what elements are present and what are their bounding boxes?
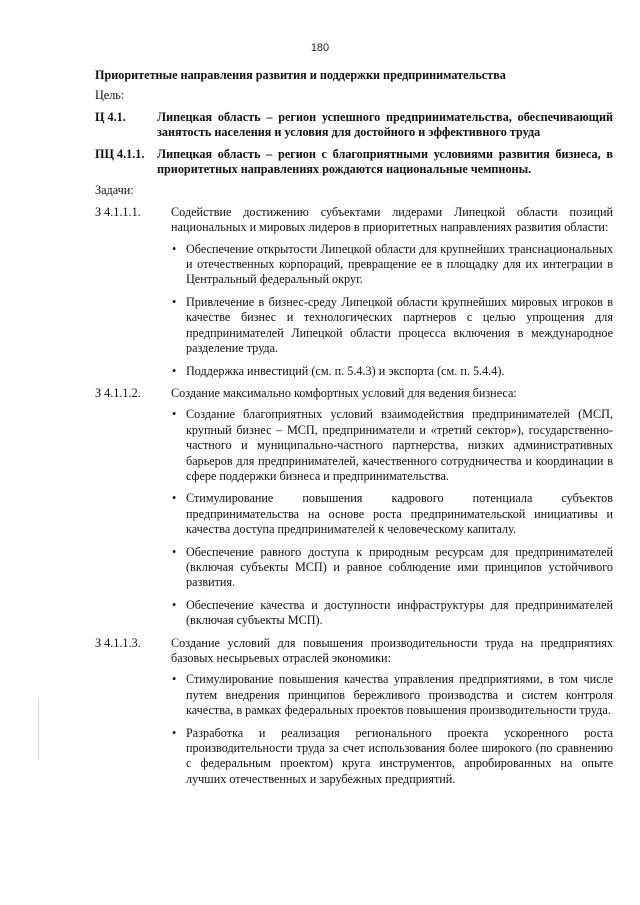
bullet-item: • Обеспечение равного доступа к природным ресурсам для предпринимателей (включая субъекты МСП) и равное соблюдение ими принципов устойчивого развития. bbox=[171, 545, 613, 591]
task-code: З 4.1.1.1. bbox=[95, 204, 141, 219]
task-bullet-list bbox=[171, 407, 613, 628]
goal-code: Ц 4.1. bbox=[95, 109, 126, 124]
bullet-item: • Поддержка инвестиций (см. п. 5.4.3) и экспорта (см. п. 5.4.4). bbox=[171, 364, 613, 379]
task-text: Создание условий для повышения производительности труда на предприятиях базовых несырьевых отраслей экономики: bbox=[171, 635, 613, 665]
bullet-item: • Разработка и реализация регионального проекта ускоренного роста производительности труда за счет использования более широкого (по сравнению с федеральным проектом) круга инструментов, апробированных на опыте лучших отечественных и зарубежных предприятий. bbox=[171, 726, 613, 788]
bullet-item: • Стимулирование повышения кадрового потенциала субъектов предпринимательства на основе роста предпринимательской инициативы и качества доступа предпринимателей к человеческому капиталу. bbox=[171, 491, 613, 537]
task-row bbox=[95, 636, 613, 667]
page-number: 180 bbox=[310, 42, 330, 54]
task-bullet-list bbox=[171, 672, 613, 787]
task-item bbox=[95, 636, 613, 788]
bullet-item: • Создание благоприятных условий взаимодействия предпринимателей (МСП, крупный бизнес – МСП, предприниматели и «третий сектор»), государственно-частного и муниципально-частного партнерства, низких административных барьеров для предпринимателей, качественного сотрудничества и координации в сфере поддержки бизнеса и предпринимательства. bbox=[171, 407, 613, 484]
subgoal-text: Липецкая область – регион с благоприятными условиями развития бизнеса, в приоритетных направлениях рождаются национальные чемпионы. bbox=[157, 146, 613, 177]
tasks-label: Задачи: bbox=[95, 183, 134, 198]
goal-row bbox=[95, 110, 613, 141]
bullet-item: • Привлечение в бизнес-среду Липецкой области крупнейших мировых игроков в качестве бизнес и технологических партнеров с целью упрощения для предпринимателей Липецкой области процесса включения в международное разделение труда. bbox=[171, 295, 613, 357]
task-item bbox=[95, 205, 613, 379]
task-row bbox=[95, 386, 613, 401]
scan-margin-mark bbox=[38, 700, 39, 760]
bullet-item: • Стимулирование повышения качества управления предприятиями, в том числе путем внедрения принципов бережливого производства и систем контроля качества, в рамках федеральных проектов повышения производительности труда. bbox=[171, 672, 613, 718]
task-code: З 4.1.1.2. bbox=[95, 385, 141, 400]
task-text: Создание максимально комфортных условий для ведения бизнеса: bbox=[171, 385, 517, 400]
task-code: З 4.1.1.3. bbox=[95, 635, 141, 650]
subgoal-code: ПЦ 4.1.1. bbox=[95, 146, 145, 161]
goal-label: Цель: bbox=[95, 88, 125, 103]
section-title: Приоритетные направления развития и поддержки предпринимательства bbox=[95, 68, 506, 82]
goal-text: Липецкая область – регион успешного предпринимательства, обеспечивающий занятость населения и условия для достойного и эффективного труда bbox=[157, 109, 613, 140]
document-body bbox=[95, 68, 613, 794]
bullet-item: • Обеспечение качества и доступности инфраструктуры для предпринимателей (включая субъекты МСП). bbox=[171, 598, 613, 629]
task-item bbox=[95, 386, 613, 629]
bullet-item: • Обеспечение открытости Липецкой области для крупнейших транснациональных и отечественных корпораций, превращение ее в площадку для их интеграции в Центральный федеральный округ. bbox=[171, 242, 613, 288]
task-row bbox=[95, 205, 613, 236]
task-bullet-list bbox=[171, 242, 613, 379]
subgoal-row bbox=[95, 147, 613, 178]
task-text: Содействие достижению субъектами лидерами Липецкой области позиций национальных и мировых лидеров в приоритетных направлениях развития области: bbox=[171, 204, 613, 235]
